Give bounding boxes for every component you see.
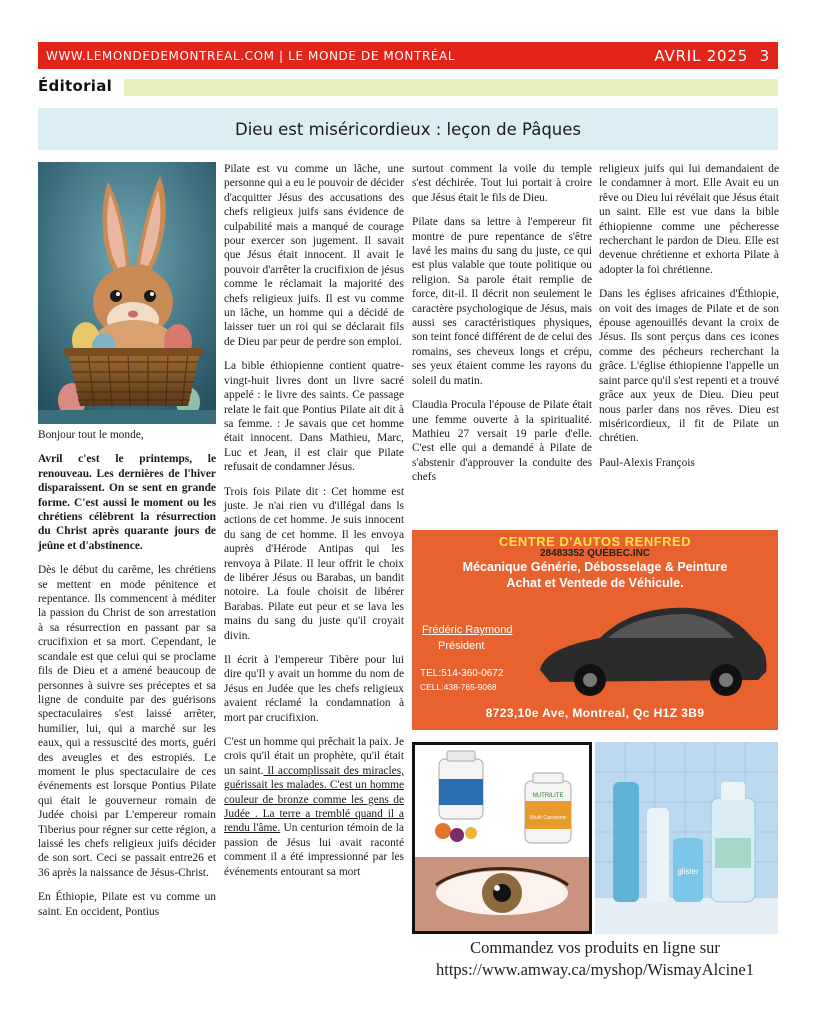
paragraph: La bible éthiopienne contient quatre-vingt-huit livres dont un livre sacré appelé : le livre des saints. Ce passage relate le fait que Pontius Pilate ait dit à sa femme. : Je savais que cet homme était innocent. Dans Mathieu, Marc, Luc et Jean, il est clair que Pilate refusait de condamner Jésus. xyxy=(224,360,404,474)
paragraph: religieux juifs qui lui demandaient de le condamner à mort. Elle Avait eu un rêve ou Dieu lui révélait que Jésus était un saint. Elle est vue dans la bible éthiopienne comme une pécheresse recherchant le pardon de Dieu. Elle est devenue chrétienne et exhorta Pilate à adopter la foi chrétienne. xyxy=(599,163,779,276)
ad-contact-role: Président xyxy=(438,640,485,652)
paragraph: surtout comment la voile du temple s'est déchirée. Tout lui portait à croire que Jésus était le fils de Dieu. xyxy=(412,163,592,204)
ad-cell[interactable]: CELL:438-765-9068 xyxy=(420,682,497,692)
lead-paragraph: Avril c'est le printemps, le renouveau. Les dernières de l'hiver disparaissent. On se sent en grande forme. C'est aussi le moment ou les chrétiens célèbrent la résurrection du Christ après quarante jours de jeûne et d'abstinence. xyxy=(38,453,216,552)
greeting: Bonjour tout le monde, xyxy=(38,429,144,441)
page-header xyxy=(38,42,778,69)
ad-phone[interactable]: TEL:514-360-0672 xyxy=(420,668,504,679)
paragraph: Pilate est vu comme un lâche, une personne qui a eu le pouvoir de décider d'acquitter Jésus des accusations des chefs religieux juifs sans évidence de culpabilité mais a manqué de courage pour exercer son jugement. Il savait que Jésus était innocent. Il avait le pouvoir d'arrêter la crucifixion de jésus comme le réclamait la majorité des chefs religieux juifs. Il est vu comme un lâche, un homme qui a décidé de laisser tuer un roi qui se déclarait fils de Dieu par peur de perdre son emploi. xyxy=(224,163,404,348)
product-label: Multi Carotene xyxy=(530,815,566,821)
amway-shop-link[interactable]: https://www.amway.ca/myshop/WismayAlcine1 xyxy=(436,960,754,979)
easter-bunny-image xyxy=(38,162,216,424)
underlined-text: Il accomplissait des miracles, guérissait les malades. C'est un homme couleur de bronze comme les gens de Judée . La terre a tremblé quand il a rendu l'âme. xyxy=(224,764,404,835)
car-icon xyxy=(530,592,770,700)
amway-advertisement[interactable] xyxy=(412,742,778,934)
paragraph-text: C'est un homme qui prêchait la paix. Je crois qu'il était un prophète, qu'il était un saint. xyxy=(224,736,404,777)
garage-advertisement[interactable] xyxy=(412,530,778,730)
paragraph: En Éthiopie, Pilate est vu comme un saint. En occident, Pontius xyxy=(38,891,216,918)
article-column-3 xyxy=(412,162,592,495)
paragraph: Dès le début du carême, les chrétiens se mettent en mode pénitence et repentance. Ils commencent à méditer la passion du Christ de son arrestation à sa résurrection en passant par sa crucifixion et sa mort. Cependant, le scandale est que celui qui se proclame fils de Dieu et a amené beaucoup de personnes à suivre ses préceptes et sa ligne de conduite par des guérisons spectaculaires s'est laissé arrêter, humilier, lui, qui a marché sur les eaux, qui a ressuscité des morts, guéri des aveugles et des estropiés. Le moment le plus spectaculaire de ces événements est lorsque Pontius Pilate qui était le gouverneur romain de Judée choisi par L'empereur romain Tiberius pour régner sur cette région, a laissé les chefs religieux juifs décider de son sort. Ceci se passait entre26 et 36 après la naissance de Jésus-Christ. xyxy=(38,564,216,879)
article-column-1 xyxy=(38,428,216,929)
article-column-4 xyxy=(599,162,779,480)
paragraph: Trois fois Pilate dit : Cet homme est juste. Je n'ai rien vu d'illégal dans ls actions de cet homme. Je suis innocent du sang de cet homme. Il les envoya auprès d'Hérode Antipas qui les renvoya à Pilate. Il leur offrit le choix de libérer Jésus ou Barabas, un bandit notoire. La foule choisit de libérer Barabas. Pilate eut peur et se lava les mains du sang du juste qu'il croyait divin. xyxy=(224,485,404,642)
issue-page xyxy=(654,47,770,65)
section-row xyxy=(38,77,778,99)
section-label: Éditorial xyxy=(38,77,113,95)
author-signature: Paul-Alexis François xyxy=(599,456,695,469)
paragraph: Pilate dans sa lettre à l'empereur fit montre de pure repentance de s'être lavé les mains du sang du juste, ce qui est plus valable que toute politique ou religion. Sa parole était remplie de force, dit-il. Il décrit non seulement le caractère psychologique de Jésus, mais aussi ses caractéristiques physiques, son teint foncé différent de de celui des romains, ses cheveux longs et crépu, ses yeux étaient comme les rayons du soleil du matin. xyxy=(412,216,592,387)
paragraph-text: Un centurion témoin de la passion de Jésus lui avait raconté comment il a été impressionné par les événements entourant sa mort xyxy=(224,822,404,878)
paragraph: Dans les églises africaines d'Éthiopie, on voit des images de Pilate et de son épouse agenouillés devant la croix de Jésus. Ils sont perçus dans ces icones comme des pécheurs recherchant la grâce. L'église éthiopienne l'appelle un saint parce qu'il s'est repenti et a trouvé grâce aux yeux de Dieu. Dieu peut nous parler dans nos rêves. Dieu est miséricordieux, il fit de Pilate un chrétien. xyxy=(599,288,779,445)
section-strip xyxy=(124,79,778,96)
issue-date: AVRIL 2025 xyxy=(654,46,749,65)
article-column-2 xyxy=(224,162,404,889)
paragraph: Il écrit à l'empereur Tibère pour lui dire qu'Il y avait un homme du nom de Jésus en Judée que les chefs religieux avaient réclamé la condamnation à mort par crucifixion. xyxy=(224,654,404,724)
ad-services-2: Achat et Ventede de Véhicule. xyxy=(506,576,684,590)
paragraph xyxy=(224,735,404,879)
amway-cta-text: Commandez vos produits en ligne sur xyxy=(470,938,720,957)
page-number: 3 xyxy=(759,46,770,65)
ad-business-name: CENTRE D'AUTOS RENFRED xyxy=(498,534,692,549)
ad-registration: 28483352 QUÉBEC.INC xyxy=(539,548,651,559)
glister-products-image xyxy=(595,742,778,934)
nutrilite-products-image xyxy=(412,742,592,934)
nutrilite-label: NUTRILITE xyxy=(532,793,564,799)
site-name[interactable]: WWW.LEMONDEDEMONTREAL.COM | LE MONDE DE MONTRÉAL xyxy=(46,48,456,63)
glister-label: glister xyxy=(677,867,699,876)
ad-services: Mécanique Générie, Débosselage & Peinture xyxy=(462,560,728,574)
paragraph: Claudia Procula l'épouse de Pilate était une femme ouverte à la spiritualité. Mathieu 27 versait 19 parle d'elle. C'est elle qui a demandé à Pilate de s'abstenir d'approuver la conduite des chefs xyxy=(412,399,592,484)
ad-address: 8723,10e Ave, Montreal, Qc H1Z 3B9 xyxy=(485,706,705,720)
ad-contact-name: Frédéric Raymond xyxy=(422,624,513,636)
article-title: Dieu est miséricordieux : leçon de Pâques xyxy=(38,108,778,150)
